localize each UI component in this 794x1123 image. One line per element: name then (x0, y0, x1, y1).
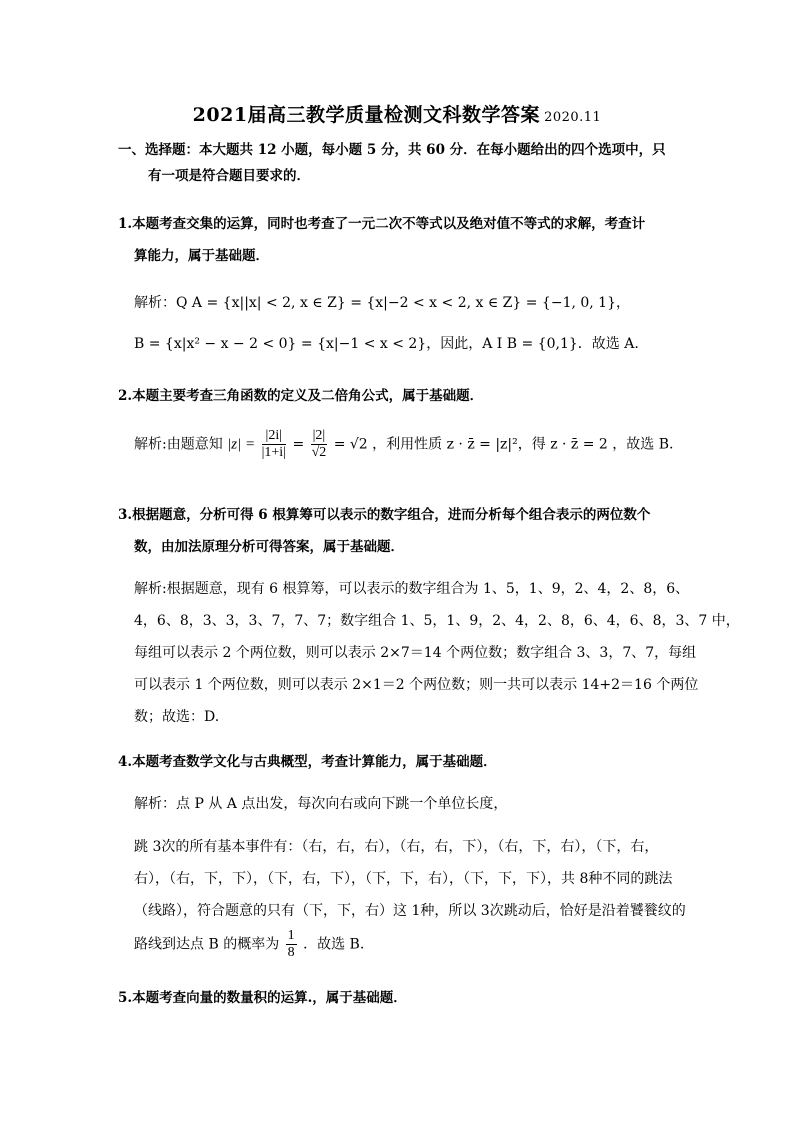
q3-answer-line2: 4，6、8，3、3，3、7，7、7；数字组合 1、5，1、9，2、4，2、8，6、4，6、8，3、7 中， (134, 613, 740, 629)
page-title (0, 100, 794, 127)
q3-heading-line2: 数，由加法原理分析可得答案，属于基础题． (134, 539, 404, 555)
q2-fraction-1-numerator: |2i| (262, 428, 286, 445)
q4-fraction-numerator: 1 (287, 928, 295, 943)
q2-answer-rest: = √2 ，利用性质 z · z̄ = |z|²，得 z · z̄ = 2 ，故选 B. (333, 436, 674, 453)
q2-answer-prefix: 解析:由题意知 (134, 436, 223, 453)
q4-answer-line3: 右），（右，下，下），（下，右，下），（下，下，右），（下，下，下），共 8种不同的跳法 (134, 871, 673, 887)
q2-answer-lhs: |z| = (227, 436, 256, 453)
q2-answer (134, 428, 673, 461)
q4-probability-fraction (286, 928, 297, 961)
q4-answer-line4: （线路），符合题意的只有（下，下，右）这 1种，所以 3次跳动后，恰好是沿着饕餮纹的 (134, 903, 686, 919)
q2-fraction-1 (262, 428, 286, 461)
q3-heading-line1: 3.根据题意，分析可得 6 根算筹可以表示的数字组合，进而分析每个组合表示的两位数个 (118, 507, 651, 523)
q1-heading-line1: 1.本题考查交集的运算，同时也考查了一元二次不等式以及绝对值不等式的求解，考查计 (118, 216, 646, 232)
q3-answer-line5: 数；故选：D. (134, 709, 220, 725)
q4-answer-line1: 解析：点 P 从 A 点出发，每次向右或向下跳一个单位长度， (134, 796, 508, 812)
q4-answer-line5 (134, 928, 364, 961)
section-heading-line2: 有一项是符合题目要求的． (148, 168, 310, 184)
title-date: 2020.11 (544, 110, 602, 125)
q2-fraction-2 (311, 428, 328, 461)
q1-heading-line2: 算能力，属于基础题． (134, 248, 269, 264)
q4-fraction-denominator: 8 (287, 945, 295, 960)
q4-heading: 4.本题考查数学文化与古典概型，考查计算能力，属于基础题． (118, 754, 497, 770)
q4-answer-line5-suffix: ．故选 B. (303, 936, 365, 953)
q2-fraction-2-numerator: |2| (312, 428, 326, 443)
q5-heading: 5.本题考查向量的数量积的运算.，属于基础题． (118, 990, 407, 1006)
q2-fraction-1-denominator: |1+i| (261, 445, 286, 460)
q2-answer-eq: = (292, 436, 305, 453)
q2-heading: 2.本题主要考查三角函数的定义及二倍角公式，属于基础题． (118, 388, 484, 404)
title-text: 2021届高三教学质量检测文科数学答案 (192, 104, 541, 126)
q4-answer-line2: 跳 3次的所有基本事件有：（右，右，右），（右，右，下），（右，下，右），（下，右， (134, 839, 659, 855)
q1-answer-line2: B = {x|x² − x − 2 < 0} = {x|−1 < x < 2}，因此，A I B = {0,1}．故选 A. (134, 336, 639, 352)
q3-answer-line1: 解析:根据题意，现有 6 根算筹，可以表示的数字组合为 1、5，1、9，2、4，2、8，6、 (134, 581, 690, 597)
q4-answer-line5-prefix: 路线到达点 B 的概率为 (134, 936, 280, 953)
section-heading-line1: 一、选择题：本大题共 12 小题，每小题 5 分，共 60 分．在每小题给出的四个选项中，只 (118, 142, 666, 158)
q3-answer-line3: 每组可以表示 2 个两位数，则可以表示 2×7＝14 个两位数；数字组合 3、3，7、7，每组 (134, 645, 697, 661)
q1-answer-line1: 解析：Q A = {x||x| < 2, x ∈ Z} = {x|−2 < x < 2, x ∈ Z} = {−1, 0, 1}， (134, 295, 630, 311)
q3-answer-line4: 可以表示 1 个两位数，则可以表示 2×1＝2 个两位数；则一共可以表示 14+2＝16 个两位 (134, 677, 699, 693)
q2-fraction-2-denominator: √2 (311, 445, 327, 460)
